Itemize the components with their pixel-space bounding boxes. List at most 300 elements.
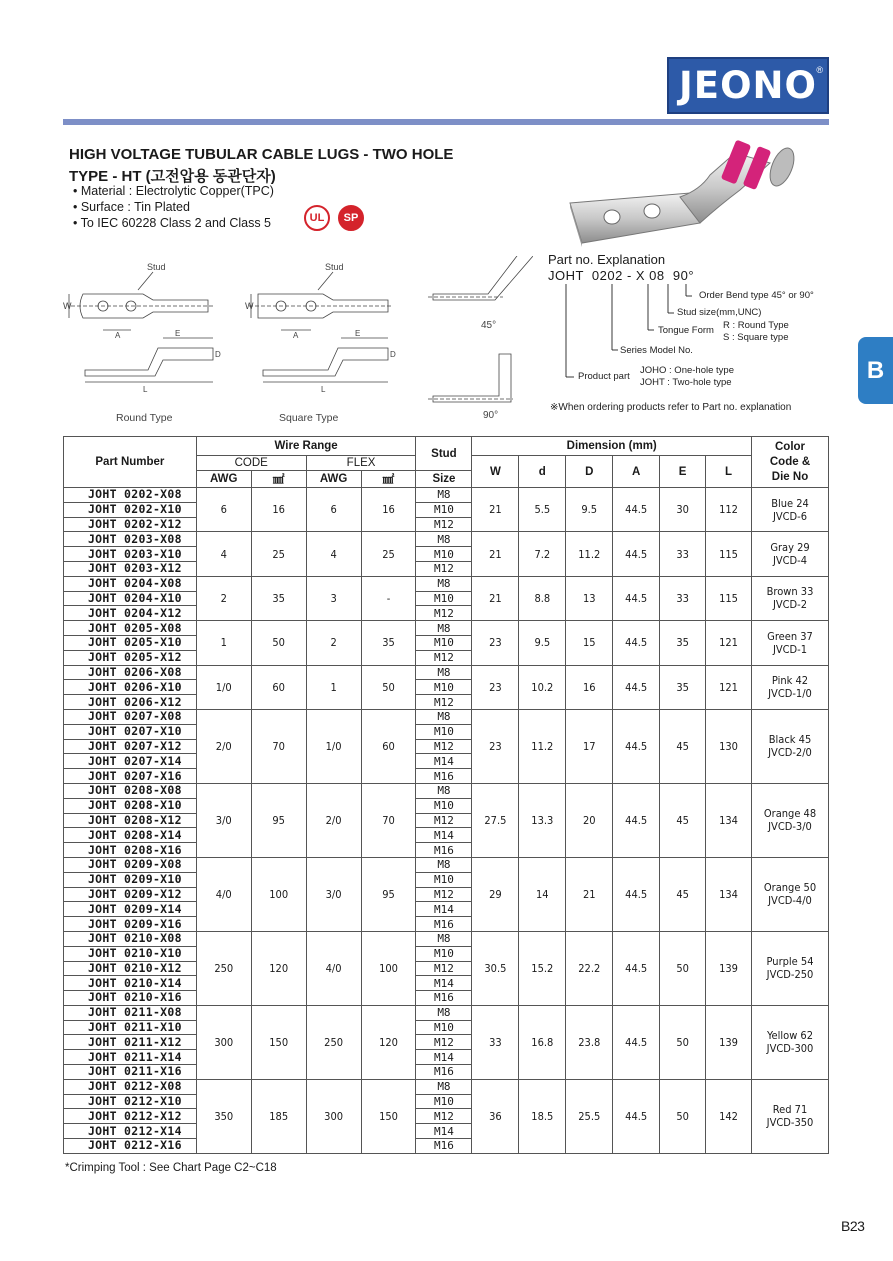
die-number: JVCD-250 (766, 968, 814, 982)
dim-e-cell: 35 (660, 621, 706, 665)
dim-w-cell: 21 (472, 576, 519, 620)
dim-a-cell: 44.5 (613, 857, 660, 931)
dim-e-cell: 45 (660, 709, 706, 783)
code-awg-cell: 1/0 (196, 665, 251, 709)
color-die-cell (752, 857, 829, 931)
part-number-cell: JOHT 0210-X10 (64, 946, 197, 961)
code-awg-cell: 2/0 (196, 709, 251, 783)
note-bend: Order Bend type 45° or 90° (699, 290, 814, 301)
stud-label-square: Stud (325, 262, 344, 272)
col-color (752, 437, 829, 488)
flex-awg-cell: 1 (306, 665, 361, 709)
col-a: A (613, 456, 660, 488)
part-number-explanation (548, 252, 695, 283)
part-number-cell: JOHT 0204-X12 (64, 606, 197, 621)
part-explanation-code: JOHT 0202 - X 08 90° (548, 268, 695, 283)
part-number-cell: JOHT 0208-X16 (64, 843, 197, 858)
stud-size-cell: M10 (416, 591, 472, 606)
table-body (64, 488, 829, 1154)
code-awg-cell: 250 (196, 931, 251, 1005)
dim-w-cell: 23 (472, 665, 519, 709)
stud-size-cell: M12 (416, 650, 472, 665)
part-number-cell: JOHT 0207-X12 (64, 739, 197, 754)
col-wire-range: Wire Range (196, 437, 416, 456)
flex-mm2-cell: 100 (361, 931, 416, 1005)
dim-l-round: L (143, 385, 148, 394)
flex-awg-cell: 2/0 (306, 783, 361, 857)
stud-size-cell: M12 (416, 561, 472, 576)
round-type-label: Round Type (116, 412, 173, 424)
flex-mm2-cell: 95 (361, 857, 416, 931)
stud-size-cell: M12 (416, 961, 472, 976)
color-code: Red 71 (772, 1103, 808, 1117)
dim-a-cell: 44.5 (613, 1005, 660, 1079)
page-subtitle: TYPE - HT (고전압용 동관단자) (69, 168, 276, 185)
dim-d-small-cell: 10.2 (519, 665, 566, 709)
dim-l-cell: 115 (706, 576, 752, 620)
dim-d-small-cell: 18.5 (519, 1079, 566, 1153)
part-number-cell: JOHT 0207-X08 (64, 709, 197, 724)
dim-e-cell: 50 (660, 1005, 706, 1079)
dim-d-round: D (215, 350, 221, 359)
table-row (64, 709, 829, 724)
col-code-awg: AWG (196, 471, 251, 488)
dim-w-cell: 21 (472, 532, 519, 576)
code-awg-cell: 3/0 (196, 783, 251, 857)
ul-cert-icon: UL (304, 205, 330, 231)
flex-mm2-cell: 120 (361, 1005, 416, 1079)
part-number-cell: JOHT 0210-X08 (64, 931, 197, 946)
dim-a-cell: 44.5 (613, 1079, 660, 1153)
part-number-cell: JOHT 0209-X08 (64, 857, 197, 872)
part-number-cell: JOHT 0202-X10 (64, 502, 197, 517)
stud-size-cell: M14 (416, 1050, 472, 1065)
registered-mark: ® (816, 65, 823, 75)
spec-table (63, 436, 829, 1154)
flex-awg-cell: 2 (306, 621, 361, 665)
csa-cert-icon: SP (338, 205, 364, 231)
die-number: JVCD-1 (772, 642, 808, 656)
dim-e-cell: 33 (660, 532, 706, 576)
brand-name: JEONO (679, 64, 817, 107)
stud-label-round: Stud (147, 262, 166, 272)
dim-d-small-cell: 14 (519, 857, 566, 931)
code-mm2-cell: 70 (251, 709, 306, 783)
dim-d-large-cell: 11.2 (566, 532, 613, 576)
stud-size-cell: M16 (416, 1065, 472, 1080)
flex-awg-cell: 3/0 (306, 857, 361, 931)
dim-a-cell: 44.5 (613, 532, 660, 576)
dim-l-cell: 130 (706, 709, 752, 783)
part-number-cell: JOHT 0212-X16 (64, 1139, 197, 1154)
stud-size-cell: M8 (416, 665, 472, 680)
code-awg-cell: 2 (196, 576, 251, 620)
dim-a-cell: 44.5 (613, 488, 660, 532)
note-tongue-s: S : Square type (723, 332, 789, 343)
dim-d-large-cell: 25.5 (566, 1079, 613, 1153)
table-row (64, 1005, 829, 1020)
flex-awg-cell: 1/0 (306, 709, 361, 783)
part-number-cell: JOHT 0208-X10 (64, 798, 197, 813)
stud-size-cell: M14 (416, 828, 472, 843)
color-die-cell (752, 931, 829, 1005)
col-color-line1: Color (774, 440, 806, 453)
code-mm2-cell: 100 (251, 857, 306, 931)
dim-d-small-cell: 13.3 (519, 783, 566, 857)
part-number-cell: JOHT 0203-X10 (64, 547, 197, 562)
dim-w-round: W (63, 301, 72, 311)
page-number: B23 (841, 1218, 865, 1234)
code-mm2-cell: 150 (251, 1005, 306, 1079)
die-number: JVCD-4/0 (768, 894, 812, 908)
stud-size-cell: M8 (416, 576, 472, 591)
note-tongue: Tongue Form (658, 325, 714, 336)
code-mm2-cell: 185 (251, 1079, 306, 1153)
color-code: Orange 50 (763, 881, 817, 895)
dim-d-large-cell: 23.8 (566, 1005, 613, 1079)
table-row (64, 532, 829, 547)
dim-l-cell: 139 (706, 1005, 752, 1079)
stud-size-cell: M10 (416, 502, 472, 517)
dim-w-square: W (245, 301, 254, 311)
color-die-cell (752, 665, 829, 709)
code-mm2-cell: 25 (251, 532, 306, 576)
dim-a-cell: 44.5 (613, 576, 660, 620)
stud-size-cell: M10 (416, 872, 472, 887)
part-number-cell: JOHT 0208-X14 (64, 828, 197, 843)
stud-size-cell: M12 (416, 813, 472, 828)
note-joho: JOHO : One-hole type (640, 365, 734, 376)
color-code: Orange 48 (763, 807, 817, 821)
color-die-cell (752, 1079, 829, 1153)
spec-standard: • To IEC 60228 Class 2 and Class 5 (73, 216, 272, 230)
part-number-cell: JOHT 0210-X14 (64, 976, 197, 991)
brand-logo (667, 57, 829, 114)
stud-size-cell: M16 (416, 917, 472, 932)
part-number-cell: JOHT 0209-X10 (64, 872, 197, 887)
code-mm2-cell: 120 (251, 931, 306, 1005)
part-number-cell: JOHT 0211-X08 (64, 1005, 197, 1020)
part-number-cell: JOHT 0212-X08 (64, 1079, 197, 1094)
color-die-cell (752, 1005, 829, 1079)
dim-w-cell: 21 (472, 488, 519, 532)
stud-size-cell: M8 (416, 857, 472, 872)
dim-d-small-cell: 8.8 (519, 576, 566, 620)
col-w: W (472, 456, 519, 488)
flex-mm2-cell: 60 (361, 709, 416, 783)
color-code: Yellow 62 (766, 1029, 814, 1043)
col-color-line2: Code & (769, 455, 811, 468)
dim-a-cell: 44.5 (613, 665, 660, 709)
part-number-cell: JOHT 0211-X16 (64, 1065, 197, 1080)
part-number-cell: JOHT 0207-X14 (64, 754, 197, 769)
color-code: Brown 33 (766, 585, 814, 599)
table-row (64, 488, 829, 503)
color-die-cell (752, 709, 829, 783)
stud-size-cell: M8 (416, 488, 472, 503)
die-number: JVCD-2 (772, 598, 808, 612)
flex-mm2-cell: 70 (361, 783, 416, 857)
part-number-cell: JOHT 0205-X08 (64, 621, 197, 636)
part-number-cell: JOHT 0211-X10 (64, 1020, 197, 1035)
stud-size-cell: M8 (416, 1079, 472, 1094)
dim-d-small-cell: 11.2 (519, 709, 566, 783)
stud-size-cell: M10 (416, 635, 472, 650)
part-number-cell: JOHT 0207-X10 (64, 724, 197, 739)
stud-size-cell: M8 (416, 532, 472, 547)
spec-surface: • Surface : Tin Plated (73, 200, 190, 214)
color-code: Black 45 (768, 733, 812, 747)
dim-d-large-cell: 22.2 (566, 931, 613, 1005)
color-code: Blue 24 (771, 496, 809, 510)
dim-l-cell: 142 (706, 1079, 752, 1153)
die-number: JVCD-350 (766, 1116, 814, 1130)
die-number: JVCD-1/0 (768, 687, 812, 701)
dim-d-large-cell: 9.5 (566, 488, 613, 532)
part-explanation-heading: Part no. Explanation (548, 252, 666, 267)
dim-d-small-cell: 9.5 (519, 621, 566, 665)
stud-size-cell: M12 (416, 606, 472, 621)
flex-awg-cell: 3 (306, 576, 361, 620)
part-number-cell: JOHT 0212-X12 (64, 1109, 197, 1124)
flex-mm2-cell: 150 (361, 1079, 416, 1153)
stud-size-cell: M16 (416, 1139, 472, 1154)
col-dimension: Dimension (mm) (472, 437, 752, 456)
part-number-cell: JOHT 0211-X12 (64, 1035, 197, 1050)
die-number: JVCD-3/0 (768, 820, 812, 834)
part-number-cell: JOHT 0207-X16 (64, 769, 197, 784)
col-color-line3: Die No (771, 470, 809, 483)
header-rule (63, 119, 829, 125)
color-code: Pink 42 (771, 674, 809, 688)
dim-e-square: E (355, 329, 361, 338)
table-row (64, 576, 829, 591)
stud-size-cell: M10 (416, 798, 472, 813)
die-number: JVCD-300 (766, 1042, 814, 1056)
col-code-mm2: ㎟ (251, 471, 306, 488)
dim-e-cell: 45 (660, 783, 706, 857)
stud-size-cell: M10 (416, 1020, 472, 1035)
die-number: JVCD-6 (772, 509, 808, 523)
dim-l-cell: 112 (706, 488, 752, 532)
angle-45-label: 45° (481, 320, 497, 331)
stud-size-cell: M8 (416, 621, 472, 636)
col-code: CODE (196, 456, 306, 471)
dim-w-cell: 36 (472, 1079, 519, 1153)
dim-d-large-cell: 13 (566, 576, 613, 620)
part-number-cell: JOHT 0210-X12 (64, 961, 197, 976)
stud-size-cell: M14 (416, 1124, 472, 1139)
dim-d-small-cell: 15.2 (519, 931, 566, 1005)
flex-mm2-cell: 25 (361, 532, 416, 576)
code-mm2-cell: 95 (251, 783, 306, 857)
flex-awg-cell: 6 (306, 488, 361, 532)
die-number: JVCD-4 (772, 554, 808, 568)
stud-size-cell: M12 (416, 1035, 472, 1050)
stud-size-cell: M16 (416, 769, 472, 784)
table-row (64, 857, 829, 872)
col-part-number: Part Number (64, 437, 197, 488)
col-e: E (660, 456, 706, 488)
dim-e-round: E (175, 329, 181, 338)
dim-a-square: A (293, 331, 299, 340)
dim-e-cell: 33 (660, 576, 706, 620)
stud-size-cell: M12 (416, 517, 472, 532)
dim-l-cell: 134 (706, 783, 752, 857)
code-awg-cell: 1 (196, 621, 251, 665)
stud-size-cell: M8 (416, 931, 472, 946)
col-d-small: d (519, 456, 566, 488)
color-code: Green 37 (767, 629, 813, 643)
stud-size-cell: M12 (416, 739, 472, 754)
stud-size-cell: M8 (416, 783, 472, 798)
part-number-cell: JOHT 0206-X10 (64, 680, 197, 695)
part-number-cell: JOHT 0212-X14 (64, 1124, 197, 1139)
part-number-cell: JOHT 0205-X12 (64, 650, 197, 665)
flex-mm2-cell: - (361, 576, 416, 620)
dim-w-cell: 23 (472, 709, 519, 783)
note-tongue-r: R : Round Type (723, 320, 789, 331)
dim-l-cell: 121 (706, 665, 752, 709)
dim-l-cell: 139 (706, 931, 752, 1005)
flex-awg-cell: 300 (306, 1079, 361, 1153)
flex-awg-cell: 4/0 (306, 931, 361, 1005)
code-mm2-cell: 50 (251, 621, 306, 665)
dim-l-square: L (321, 385, 326, 394)
dim-w-cell: 23 (472, 621, 519, 665)
flex-mm2-cell: 16 (361, 488, 416, 532)
table-row (64, 783, 829, 798)
dim-w-cell: 33 (472, 1005, 519, 1079)
dim-d-large-cell: 21 (566, 857, 613, 931)
code-awg-cell: 4/0 (196, 857, 251, 931)
part-number-cell: JOHT 0210-X16 (64, 991, 197, 1006)
color-code: Purple 54 (766, 955, 814, 969)
col-flex-awg: AWG (306, 471, 361, 488)
part-number-cell: JOHT 0208-X12 (64, 813, 197, 828)
table-row (64, 665, 829, 680)
dim-e-cell: 35 (660, 665, 706, 709)
part-number-cell: JOHT 0206-X12 (64, 695, 197, 710)
dim-l-cell: 115 (706, 532, 752, 576)
stud-size-cell: M10 (416, 946, 472, 961)
table-row (64, 621, 829, 636)
note-series: Series Model No. (620, 345, 693, 356)
stud-size-cell: M16 (416, 991, 472, 1006)
color-code: Gray 29 (770, 541, 810, 555)
dim-d-small-cell: 7.2 (519, 532, 566, 576)
footnote: *Crimping Tool : See Chart Page C2~C18 (65, 1162, 277, 1174)
note-joht: JOHT : Two-hole type (640, 377, 732, 388)
flex-mm2-cell: 35 (361, 621, 416, 665)
section-tab[interactable]: B (858, 337, 893, 404)
part-number-cell: JOHT 0209-X14 (64, 902, 197, 917)
part-number-cell: JOHT 0205-X10 (64, 635, 197, 650)
part-number-cell: JOHT 0202-X12 (64, 517, 197, 532)
part-number-cell: JOHT 0202-X08 (64, 488, 197, 503)
part-number-cell: JOHT 0212-X10 (64, 1094, 197, 1109)
stud-size-cell: M16 (416, 843, 472, 858)
table-row (64, 931, 829, 946)
part-number-cell: JOHT 0208-X08 (64, 783, 197, 798)
note-product: Product part (578, 371, 630, 382)
stud-size-cell: M14 (416, 754, 472, 769)
code-awg-cell: 4 (196, 532, 251, 576)
stud-size-cell: M10 (416, 724, 472, 739)
stud-size-cell: M10 (416, 547, 472, 562)
dim-d-large-cell: 17 (566, 709, 613, 783)
stud-size-cell: M8 (416, 709, 472, 724)
col-d-large: D (566, 456, 613, 488)
dim-a-cell: 44.5 (613, 709, 660, 783)
flex-mm2-cell: 50 (361, 665, 416, 709)
angle-90-label: 90° (483, 410, 499, 421)
stud-size-cell: M12 (416, 695, 472, 710)
dim-d-large-cell: 15 (566, 621, 613, 665)
dim-a-cell: 44.5 (613, 621, 660, 665)
dim-a-round: A (115, 331, 121, 340)
dim-a-cell: 44.5 (613, 783, 660, 857)
dim-d-square: D (390, 350, 396, 359)
stud-size-cell: M12 (416, 1109, 472, 1124)
die-number: JVCD-2/0 (768, 746, 812, 760)
dim-a-cell: 44.5 (613, 931, 660, 1005)
part-number-cell: JOHT 0204-X08 (64, 576, 197, 591)
dim-l-cell: 134 (706, 857, 752, 931)
part-number-cell: JOHT 0209-X12 (64, 887, 197, 902)
page-title: HIGH VOLTAGE TUBULAR CABLE LUGS - TWO HOLE (69, 146, 454, 163)
dim-d-small-cell: 5.5 (519, 488, 566, 532)
dim-d-large-cell: 20 (566, 783, 613, 857)
col-l: L (706, 456, 752, 488)
dim-e-cell: 50 (660, 1079, 706, 1153)
dim-e-cell: 30 (660, 488, 706, 532)
lug-photo (560, 135, 830, 250)
dim-e-cell: 45 (660, 857, 706, 931)
flex-awg-cell: 4 (306, 532, 361, 576)
dim-d-small-cell: 16.8 (519, 1005, 566, 1079)
technical-drawings (63, 256, 533, 431)
stud-size-cell: M12 (416, 887, 472, 902)
stud-size-cell: M10 (416, 1094, 472, 1109)
square-type-label: Square Type (279, 412, 339, 424)
color-die-cell (752, 488, 829, 532)
color-die-cell (752, 621, 829, 665)
stud-size-cell: M10 (416, 680, 472, 695)
code-mm2-cell: 16 (251, 488, 306, 532)
code-awg-cell: 6 (196, 488, 251, 532)
part-number-cell: JOHT 0211-X14 (64, 1050, 197, 1065)
spec-list (73, 183, 274, 231)
code-awg-cell: 350 (196, 1079, 251, 1153)
stud-size-cell: M8 (416, 1005, 472, 1020)
stud-size-cell: M14 (416, 976, 472, 991)
code-awg-cell: 300 (196, 1005, 251, 1079)
color-die-cell (752, 576, 829, 620)
col-flex: FLEX (306, 456, 416, 471)
col-stud: Stud (416, 437, 472, 471)
table-row (64, 1079, 829, 1094)
color-die-cell (752, 783, 829, 857)
stud-size-cell: M14 (416, 902, 472, 917)
dim-e-cell: 50 (660, 931, 706, 1005)
part-number-cell: JOHT 0209-X16 (64, 917, 197, 932)
part-number-cell: JOHT 0203-X08 (64, 532, 197, 547)
part-number-cell: JOHT 0204-X10 (64, 591, 197, 606)
dim-l-cell: 121 (706, 621, 752, 665)
col-size: Size (416, 471, 472, 488)
dim-d-large-cell: 16 (566, 665, 613, 709)
